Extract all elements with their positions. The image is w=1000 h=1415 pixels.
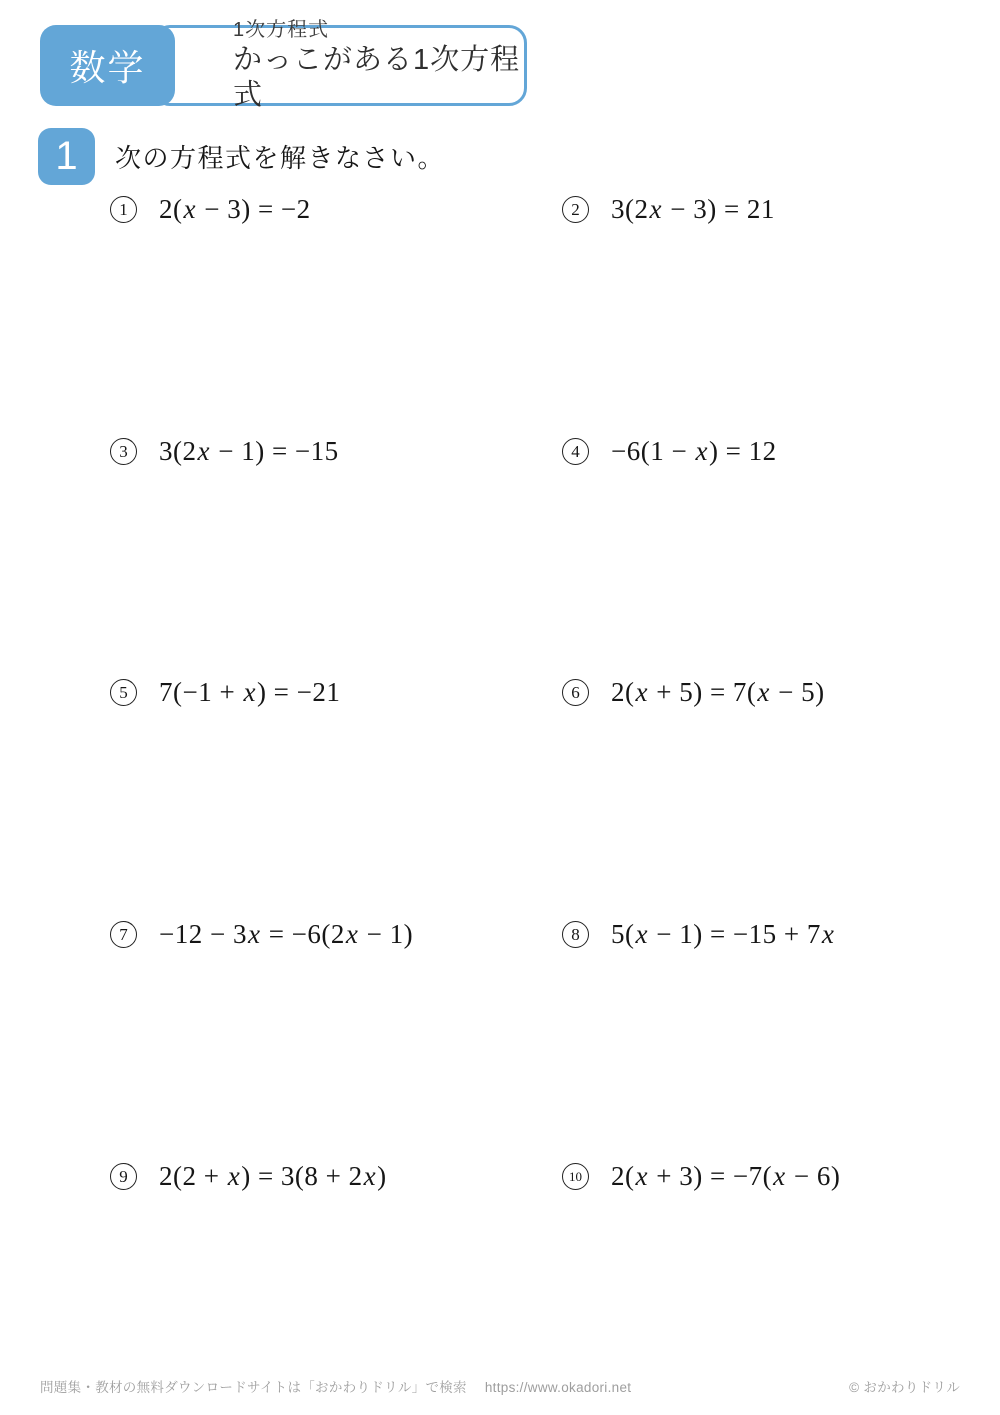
problem-item bbox=[110, 1154, 387, 1198]
problem-number-circle bbox=[110, 1163, 137, 1190]
equation: −12 − 3x = −6(2x − 1) bbox=[159, 918, 414, 949]
problem-number: 1 bbox=[119, 199, 128, 219]
equation: 5(x − 1) = −15 + 7x bbox=[611, 918, 835, 949]
problem-number: 9 bbox=[119, 1166, 128, 1186]
equation: 2(x + 5) = 7(x − 5) bbox=[611, 676, 825, 707]
problem-item bbox=[110, 912, 413, 956]
problem-number-circle bbox=[110, 196, 137, 223]
problem-number: 3 bbox=[119, 441, 128, 461]
problem-number-circle bbox=[110, 921, 137, 948]
problem-item bbox=[562, 1154, 840, 1198]
equation: 2(x − 3) = −2 bbox=[159, 193, 311, 224]
problem-number: 5 bbox=[119, 682, 128, 702]
site-url: https://www.okadori.net bbox=[484, 1380, 632, 1395]
problem-item bbox=[562, 429, 777, 473]
worksheet-title: かっこがある1次方程式 bbox=[233, 44, 521, 111]
equation: 3(2x − 1) = −15 bbox=[159, 435, 339, 466]
equation: 2(x + 3) = −7(x − 6) bbox=[611, 1160, 841, 1191]
problem-item bbox=[562, 670, 825, 714]
problem-number-circle bbox=[110, 679, 137, 706]
footer-note: 問題集・教材の無料ダウンロードサイトは「おかわりドリル」で検索 bbox=[40, 1380, 467, 1395]
problem-number: 10 bbox=[569, 1168, 582, 1184]
equation: 3(2x − 3) = 21 bbox=[611, 193, 775, 224]
equation: 2(2 + x) = 3(8 + 2x) bbox=[159, 1160, 387, 1191]
problem-number-circle bbox=[110, 438, 137, 465]
problem-number-circle bbox=[562, 196, 589, 223]
problem-number-circle bbox=[562, 921, 589, 948]
problem-item bbox=[110, 670, 340, 714]
problem-item bbox=[562, 912, 835, 956]
section-number: 1 bbox=[55, 134, 78, 178]
equation: −6(1 − x) = 12 bbox=[611, 435, 777, 466]
problem-number: 8 bbox=[571, 924, 580, 944]
problem-number: 6 bbox=[571, 682, 580, 702]
problem-number: 7 bbox=[119, 924, 128, 944]
problem-number: 4 bbox=[571, 441, 580, 461]
problem-number-circle bbox=[562, 679, 589, 706]
subject-label: 数学 bbox=[69, 47, 146, 88]
section-instruction: 次の方程式を解きなさい。 bbox=[115, 144, 446, 173]
problem-item bbox=[110, 429, 339, 473]
footer-left bbox=[40, 1376, 631, 1396]
page-footer bbox=[40, 1376, 960, 1396]
footer-copyright: © おかわりドリル bbox=[849, 1380, 960, 1395]
equation: 7(−1 + x) = −21 bbox=[159, 676, 341, 707]
problem-item bbox=[110, 187, 311, 231]
unit-label: 1次方程式 bbox=[233, 19, 330, 42]
problem-number: 2 bbox=[571, 199, 580, 219]
problem-item bbox=[562, 187, 775, 231]
problem-number-circle bbox=[562, 438, 589, 465]
problem-number-circle bbox=[562, 1163, 589, 1190]
